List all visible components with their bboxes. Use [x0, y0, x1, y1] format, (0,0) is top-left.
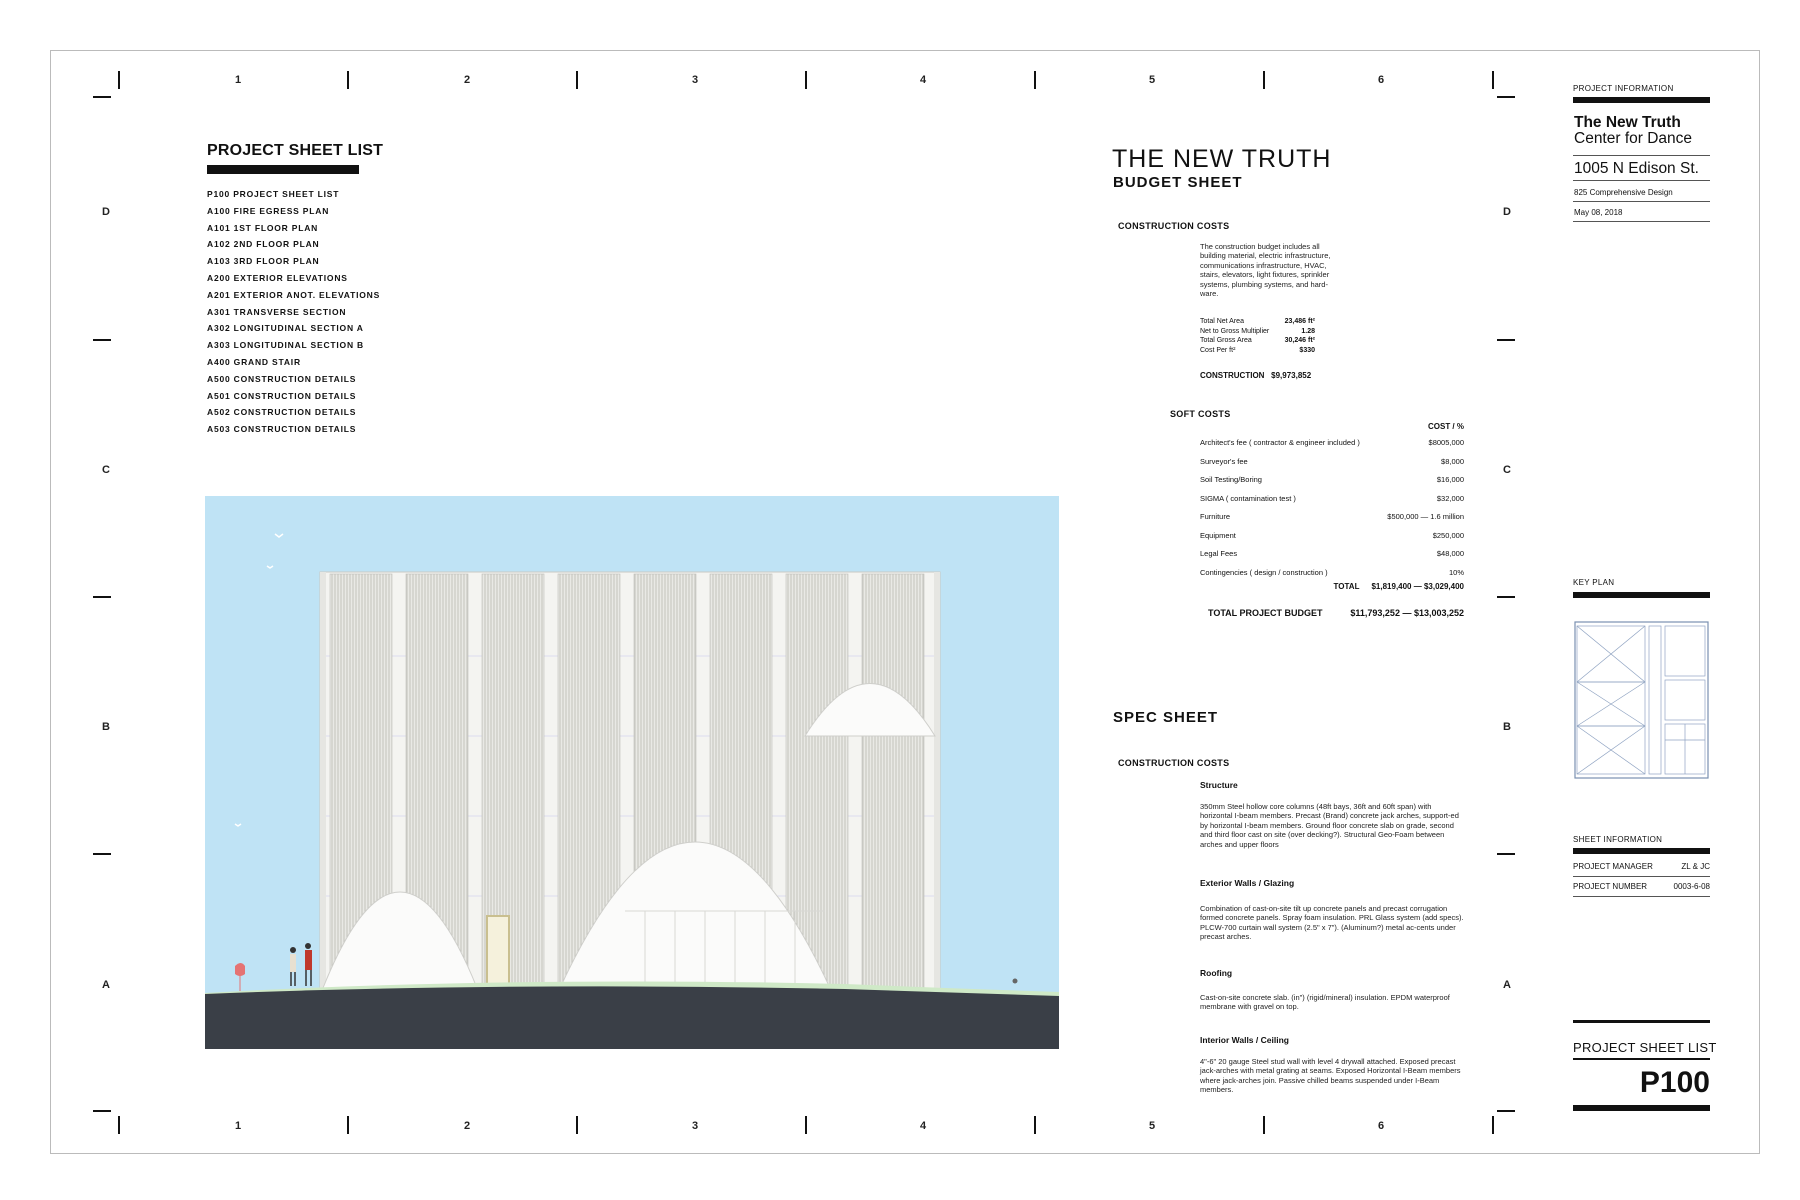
- spec-sheet-title: SPEC SHEET: [1113, 709, 1219, 726]
- area-stat-value: 30,246 ft²: [1284, 337, 1315, 344]
- soft-cost-value: $8005,000: [1428, 438, 1464, 447]
- grid-tick: [118, 71, 120, 89]
- soft-costs-table: [1200, 420, 1464, 594]
- key-plan-drawing: [1573, 620, 1710, 780]
- grid-tick: [1034, 71, 1036, 89]
- grid-column-label-bottom: 3: [691, 1120, 699, 1132]
- soft-costs-heading: SOFT COSTS: [1170, 409, 1231, 419]
- sheet-list-item: A303 LONGITUDINAL SECTION B: [207, 340, 364, 351]
- soft-cost-value: $250,000: [1432, 530, 1464, 540]
- sheet-list-item: A302 LONGITUDINAL SECTION A: [207, 323, 364, 334]
- grid-column-label-bottom: 1: [234, 1120, 242, 1132]
- grid-row-label-right: B: [1503, 721, 1511, 733]
- grid-tick: [1497, 339, 1515, 341]
- soft-total-value: $1,819,400 — $3,029,400: [1371, 582, 1464, 591]
- grid-tick: [347, 71, 349, 89]
- area-stat-row: [1200, 327, 1315, 337]
- grid-tick: [93, 596, 111, 598]
- course-name: 825 Comprehensive Design: [1574, 188, 1673, 197]
- title-block-top-bar: [1573, 1020, 1710, 1023]
- grid-tick: [1492, 71, 1494, 89]
- grid-tick: [1497, 596, 1515, 598]
- spec-section-title: Interior Walls / Ceiling: [1200, 1035, 1289, 1045]
- sheet-number: P100: [1639, 1066, 1710, 1099]
- grid-tick: [1263, 71, 1265, 89]
- title-block-mid-bar: [1573, 1058, 1710, 1060]
- grid-column-label-bottom: 4: [919, 1120, 927, 1132]
- grid-tick: [347, 1116, 349, 1134]
- grid-row-label-right: C: [1503, 464, 1511, 476]
- soft-cost-value: $16,000: [1436, 475, 1464, 484]
- sheet-info-value: 0003-6-08: [1673, 882, 1710, 891]
- grid-column-label-bottom: 5: [1148, 1120, 1156, 1132]
- grid-column-label-bottom: 2: [463, 1120, 471, 1132]
- soft-cost-label: SIGMA ( contamination test ): [1200, 493, 1296, 503]
- soft-cost-value: $500,000 — 1.6 million: [1387, 512, 1464, 521]
- area-stat-value: 23,486 ft²: [1284, 318, 1315, 325]
- construction-costs-heading: CONSTRUCTION COSTS: [1118, 221, 1230, 231]
- soft-cost-row: [1200, 545, 1464, 564]
- grid-tick: [118, 1116, 120, 1134]
- soft-cost-label: Surveyor's fee: [1200, 456, 1248, 466]
- area-stat-row: [1200, 346, 1315, 356]
- soft-cost-label: Legal Fees: [1200, 549, 1238, 558]
- area-stat-label: Total Gross Area: [1200, 337, 1252, 344]
- sheet-info-row: [1573, 882, 1710, 891]
- construction-total-label: CONSTRUCTION: [1200, 371, 1265, 380]
- sheet-list-item: A102 2ND FLOOR PLAN: [207, 239, 320, 250]
- grid-tick: [1497, 853, 1515, 855]
- project-name: The New Truth: [1574, 114, 1681, 131]
- sheet-list-item: A100 FIRE EGRESS PLAN: [207, 205, 330, 216]
- sheet-list-item: A500 CONSTRUCTION DETAILS: [207, 373, 357, 384]
- project-date: May 08, 2018: [1574, 208, 1623, 217]
- grid-tick: [1034, 1116, 1036, 1134]
- grid-tick: [93, 1110, 111, 1112]
- sheet-title: PROJECT SHEET LIST: [1573, 1040, 1717, 1055]
- sheet-info-label-text: PROJECT NUMBER: [1573, 882, 1648, 891]
- project-info-bar: [1573, 97, 1710, 103]
- key-plan-bar: [1573, 592, 1710, 598]
- sheet-list-item: A400 GRAND STAIR: [207, 356, 301, 367]
- sheet-list-item: A101 1ST FLOOR PLAN: [207, 222, 319, 233]
- project-info-label: PROJECT INFORMATION: [1573, 84, 1674, 93]
- spec-section-text: Combination of cast-on-site tilt up concrete panels and precast corrugation formed concrete panels. Spray foam insulation. PRL Glass system (add specs). PLCW-700 curtain wall system (2.5" x 7"). (Aluminum?) metal ac-cents under precast arches.: [1200, 904, 1464, 942]
- grid-row-label-left: A: [102, 979, 110, 991]
- grid-tick: [576, 1116, 578, 1134]
- sheet-list-item: A501 CONSTRUCTION DETAILS: [207, 390, 357, 401]
- spec-section-title: Roofing: [1200, 968, 1233, 978]
- soft-cost-value: $32,000: [1436, 493, 1464, 503]
- spec-section-title: Structure: [1200, 780, 1238, 790]
- divider: [1573, 876, 1710, 877]
- key-plan-label: KEY PLAN: [1573, 578, 1615, 587]
- exterior-elevation-drawing: [205, 496, 1059, 1049]
- budget-project-title: THE NEW TRUTH: [1112, 145, 1332, 173]
- project-subtitle: Center for Dance: [1574, 130, 1693, 147]
- sheet-info-value: ZL & JC: [1681, 862, 1710, 871]
- sheet-list-bar: [207, 165, 359, 174]
- soft-costs-col-header: COST / %: [1427, 422, 1464, 431]
- facade-panel: [862, 574, 924, 988]
- soft-cost-row: [1200, 471, 1464, 490]
- sheet-list-item: A502 CONSTRUCTION DETAILS: [207, 407, 357, 418]
- area-stats: [1200, 317, 1315, 355]
- grid-column-label-top: 5: [1148, 74, 1156, 86]
- sheet-info-label: SHEET INFORMATION: [1573, 835, 1663, 844]
- divider: [1573, 180, 1710, 181]
- grid-row-label-left: D: [102, 206, 110, 218]
- spec-section-text: Cast-on-site concrete slab. (in") (rigid/mineral) insulation. EPDM waterproof membrane with gravel on top.: [1200, 993, 1450, 1012]
- area-stat-row: [1200, 317, 1315, 327]
- grid-column-label-top: 6: [1377, 74, 1385, 86]
- ground: [205, 986, 1059, 1049]
- soft-cost-row: [1200, 527, 1464, 546]
- grid-tick: [1497, 1110, 1515, 1112]
- grand-total-value: $11,793,252 — $13,003,252: [1350, 608, 1464, 618]
- area-stat-label: Total Net Area: [1200, 318, 1244, 325]
- grid-tick: [93, 853, 111, 855]
- spec-section-text: 4"-6" 20 gauge Steel stud wall with level 4 drywall attached. Exposed precast jack-arches with metal grating at seams. Exposed Horizontal I-Beam members where jack-arches join. Passive chilled beams suspended under I-Beam members.: [1200, 1057, 1461, 1095]
- sheet-list-item: P100 PROJECT SHEET LIST: [207, 189, 340, 199]
- spec-construction-heading: CONSTRUCTION COSTS: [1118, 758, 1230, 768]
- grid-row-label-right: D: [1503, 206, 1511, 218]
- soft-cost-label: Architect's fee ( contractor & engineer included ): [1200, 438, 1360, 447]
- soft-cost-label: Furniture: [1200, 512, 1231, 521]
- grid-tick: [805, 1116, 807, 1134]
- grid-tick: [93, 96, 111, 98]
- grid-tick: [93, 339, 111, 341]
- sheet-list: [207, 186, 380, 438]
- area-stat-row: [1200, 336, 1315, 346]
- spec-section-text: 350mm Steel hollow core columns (48ft bays, 36ft and 60ft span) with horizontal I-beam members. Precast (Brand) concrete jack arches, support-ed by horizontal I-beam members. Ground floor concrete slab on grade, second and third floor cast on site (over decking?). Structural Geo-Foam between arches and upper floors: [1200, 802, 1459, 849]
- soft-costs-total: [1200, 580, 1464, 594]
- area-stat-label: Cost Per ft²: [1200, 346, 1236, 354]
- sheet-info-bar: [1573, 848, 1710, 854]
- grid-row-label-left: C: [102, 464, 110, 476]
- divider: [1573, 155, 1710, 156]
- budget-sheet-title: BUDGET SHEET: [1113, 174, 1243, 191]
- grid-column-label-top: 4: [919, 74, 927, 86]
- soft-cost-label: Equipment: [1200, 530, 1236, 540]
- soft-cost-row: [1200, 490, 1464, 509]
- grid-tick: [1497, 96, 1515, 98]
- soft-cost-label: Soil Testing/Boring: [1200, 475, 1262, 484]
- area-stat-value: 1.28: [1301, 327, 1315, 335]
- grid-column-label-top: 1: [234, 74, 242, 86]
- area-stat-value: $330: [1299, 346, 1315, 354]
- area-stat-label: Net to Gross Multiplier: [1200, 327, 1270, 335]
- divider: [1573, 896, 1710, 897]
- grid-tick: [1263, 1116, 1265, 1134]
- grid-tick: [1492, 1116, 1494, 1134]
- soft-cost-row: [1200, 508, 1464, 527]
- sheet-list-item: A200 EXTERIOR ELEVATIONS: [207, 272, 348, 283]
- grid-tick: [576, 71, 578, 89]
- soft-total-label: TOTAL: [1333, 582, 1360, 591]
- soft-cost-value: $48,000: [1436, 549, 1464, 558]
- soft-cost-row: [1200, 453, 1464, 472]
- soft-cost-row: [1200, 434, 1464, 453]
- sheet-list-title: PROJECT SHEET LIST: [207, 142, 384, 159]
- sheet-list-item: A103 3RD FLOOR PLAN: [207, 256, 320, 267]
- divider: [1573, 201, 1710, 202]
- grand-total: [1208, 608, 1464, 618]
- sheet-list-item: A301 TRANSVERSE SECTION: [207, 306, 347, 317]
- construction-total-value: $9,973,852: [1271, 371, 1312, 380]
- sheet-list-item: A201 EXTERIOR ANOT. ELEVATIONS: [207, 289, 381, 300]
- sheet-list-item: A503 CONSTRUCTION DETAILS: [207, 424, 357, 435]
- project-address: 1005 N Edison St.: [1574, 160, 1699, 177]
- grid-tick: [805, 71, 807, 89]
- grid-column-label-top: 3: [691, 74, 699, 86]
- grid-column-label-bottom: 6: [1377, 1120, 1385, 1132]
- construction-description: The construction budget includes all building material, electric infrastructure, communications infrastructure, HVAC, stairs, elevators, light fixtures, sprinkler systems, plumbing systems, and hard-ware.: [1200, 242, 1331, 299]
- spec-section-title: Exterior Walls / Glazing: [1200, 878, 1295, 888]
- construction-total: [1200, 371, 1311, 380]
- title-block-bottom-bar: [1573, 1105, 1710, 1111]
- soft-cost-value: 10%: [1448, 567, 1464, 577]
- soft-cost-label: Contingencies ( design / construction ): [1200, 567, 1328, 577]
- grid-row-label-left: B: [102, 721, 110, 733]
- sheet-info-row: [1573, 862, 1710, 871]
- grid-column-label-top: 2: [463, 74, 471, 86]
- grid-row-label-right: A: [1503, 979, 1511, 991]
- grand-total-label: TOTAL PROJECT BUDGET: [1208, 608, 1323, 618]
- sheet-info-label-text: PROJECT MANAGER: [1573, 862, 1653, 871]
- soft-cost-value: $8,000: [1441, 456, 1464, 466]
- divider: [1573, 221, 1710, 222]
